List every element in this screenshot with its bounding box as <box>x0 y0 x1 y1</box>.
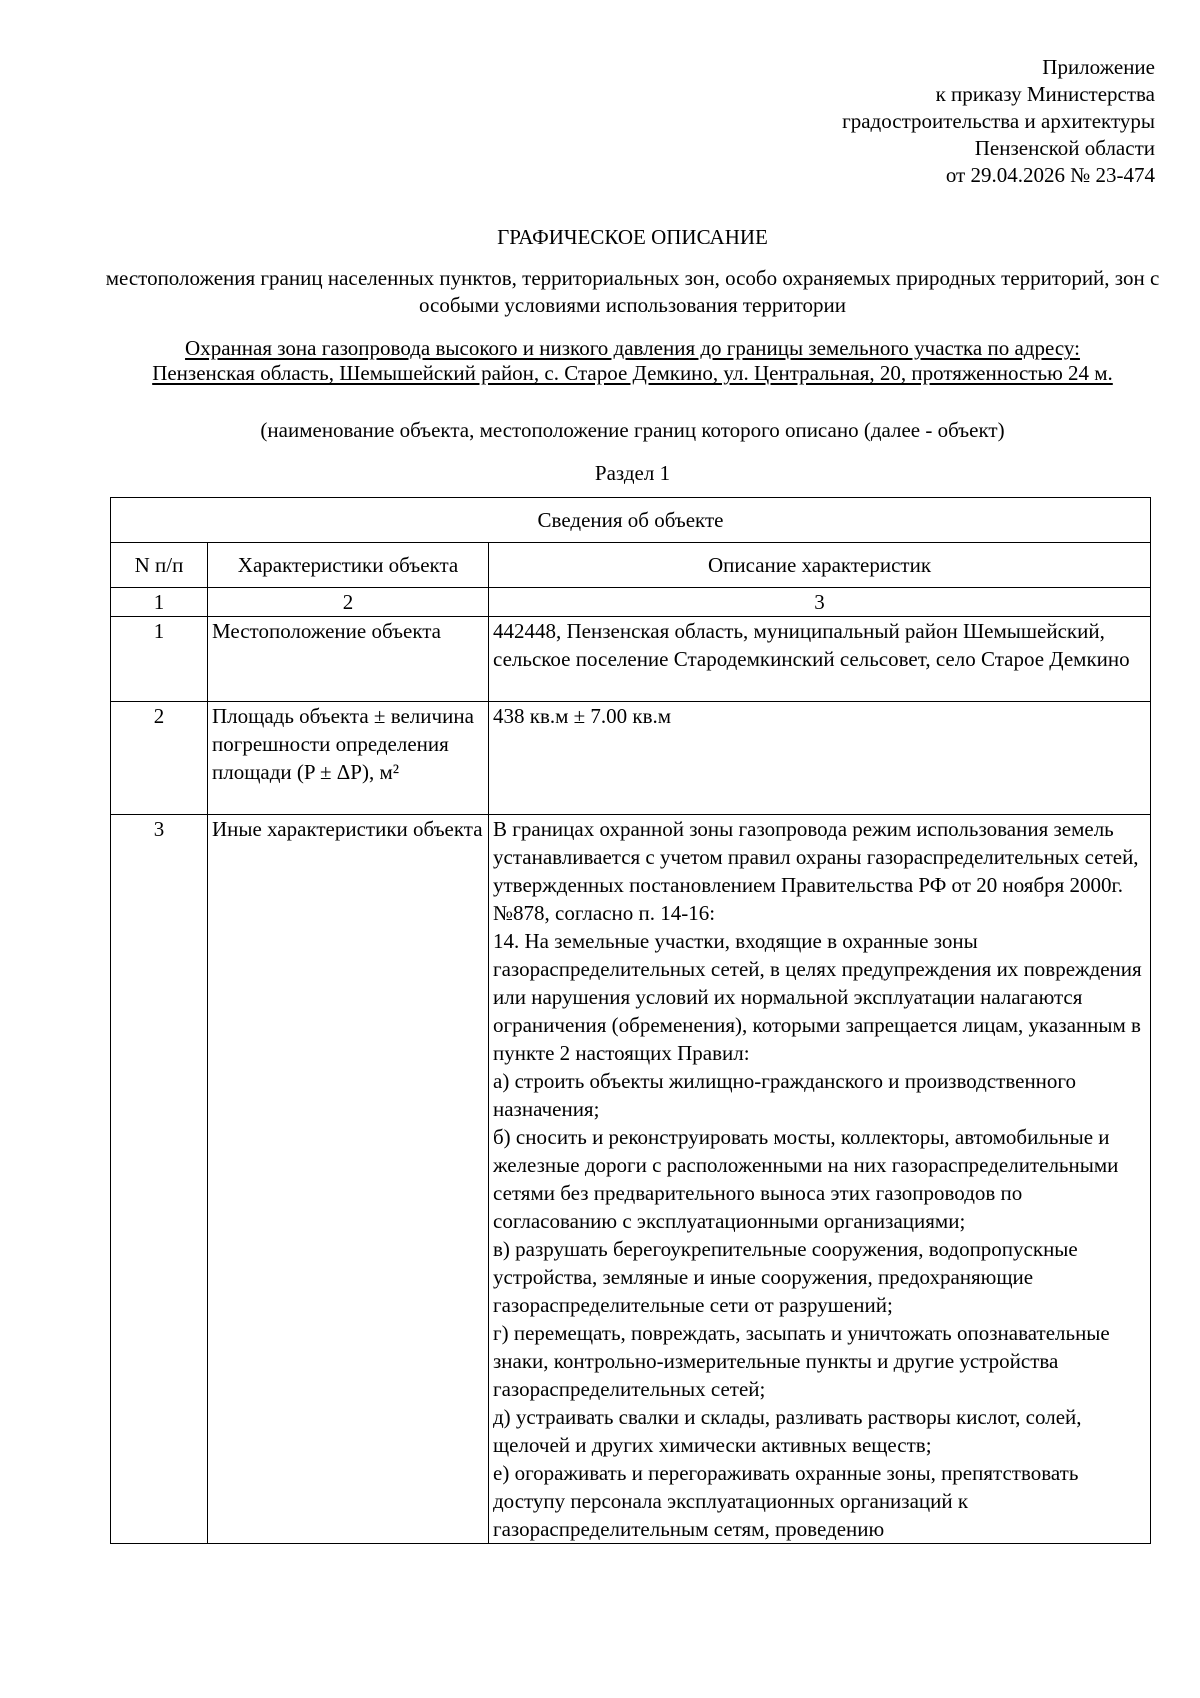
row-characteristic: Площадь объекта ± величина погрешности определения площади (P ± ΔP), м² <box>208 702 489 815</box>
table-row <box>111 815 1151 1544</box>
row-description: 442448, Пензенская область, муниципальный район Шемышейский, сельское поселение Стародемкинский сельсовет, село Старое Демкино <box>489 617 1151 702</box>
object-name-hint: (наименование объекта, местоположение границ которого описано (далее - объект) <box>260 418 1005 442</box>
appendix-block <box>842 54 1155 189</box>
table-row <box>111 617 1151 702</box>
table-row <box>111 702 1151 815</box>
row-characteristic: Местоположение объекта <box>208 617 489 702</box>
appendix-line: градостроительства и архитектуры <box>842 109 1155 133</box>
appendix-line: Приложение <box>1042 55 1155 79</box>
object-name <box>140 336 1125 386</box>
row-num: 2 <box>111 702 208 815</box>
header-num: N п/п <box>111 543 208 588</box>
appendix-line: от 29.04.2026 № 23-474 <box>945 163 1155 187</box>
appendix-line: к приказу Министерства <box>935 82 1155 106</box>
row-num: 1 <box>111 617 208 702</box>
document-title: ГРАФИЧЕСКОЕ ОПИСАНИЕ <box>497 225 768 249</box>
object-info-table <box>110 497 1151 1544</box>
row-description: 438 кв.м ± 7.00 кв.м <box>489 702 1151 815</box>
row-num: 3 <box>111 815 208 1544</box>
appendix-line: Пензенской области <box>974 136 1155 160</box>
col-number-cell: 1 <box>111 588 208 617</box>
row-description: В границах охранной зоны газопровода режим использования земель устанавливается с учетом правил охраны газораспределительных сетей, утвержденных постановлением Правительства РФ от 20 ноября 2000г. №878, согласно п. 14-16: 14. На земельные участки, входящие в охранные зоны газораспределительных сетей, в целях предупреждения их повреждения или нарушения условий их нормальной эксплуатации налагаются ограничения (обременения), которыми запрещается лицам, указанным в пункте 2 настоящих Правил: а) строить объекты жилищно-гражданского и производственного назначения; б) сносить и реконструировать мосты, коллекторы, автомобильные и железные дороги с расположенными на них газораспределительными сетями без предварительного выноса этих газопроводов по согласованию с эксплуатационными организациями; в) разрушать берегоукрепительные сооружения, водопропускные устройства, земляные и иные сооружения, предохраняющие газораспределительные сети от разрушений; г) перемещать, повреждать, засыпать и уничтожать опознавательные знаки, контрольно-измерительные пункты и другие устройства газораспределительных сетей; д) устраивать свалки и склады, разливать растворы кислот, солей, щелочей и других химически активных веществ; е) огораживать и перегораживать охранные зоны, препятствовать доступу персонала эксплуатационных организаций к газораспределительным сетям, проведению <box>489 815 1151 1544</box>
col-number-cell: 3 <box>489 588 1151 617</box>
object-name-text: Охранная зона газопровода высокого и низкого давления до границы земельного участка по адресу: Пензенская область, Шемышейский район, с. Старое Демкино, ул. Центральная, 20, протяженностью 24 м. <box>152 336 1113 385</box>
header-characteristic: Характеристики объекта <box>208 543 489 588</box>
col-number-cell: 2 <box>208 588 489 617</box>
section-title: Раздел 1 <box>594 461 671 485</box>
header-description: Описание характеристик <box>489 543 1151 588</box>
document-subtitle: местоположения границ населенных пунктов, территориальных зон, особо охраняемых природных территорий, зон с особыми условиями использования территории <box>105 266 1160 317</box>
table-caption: Сведения об объекте <box>111 498 1151 543</box>
row-characteristic: Иные характеристики объекта <box>208 815 489 1544</box>
